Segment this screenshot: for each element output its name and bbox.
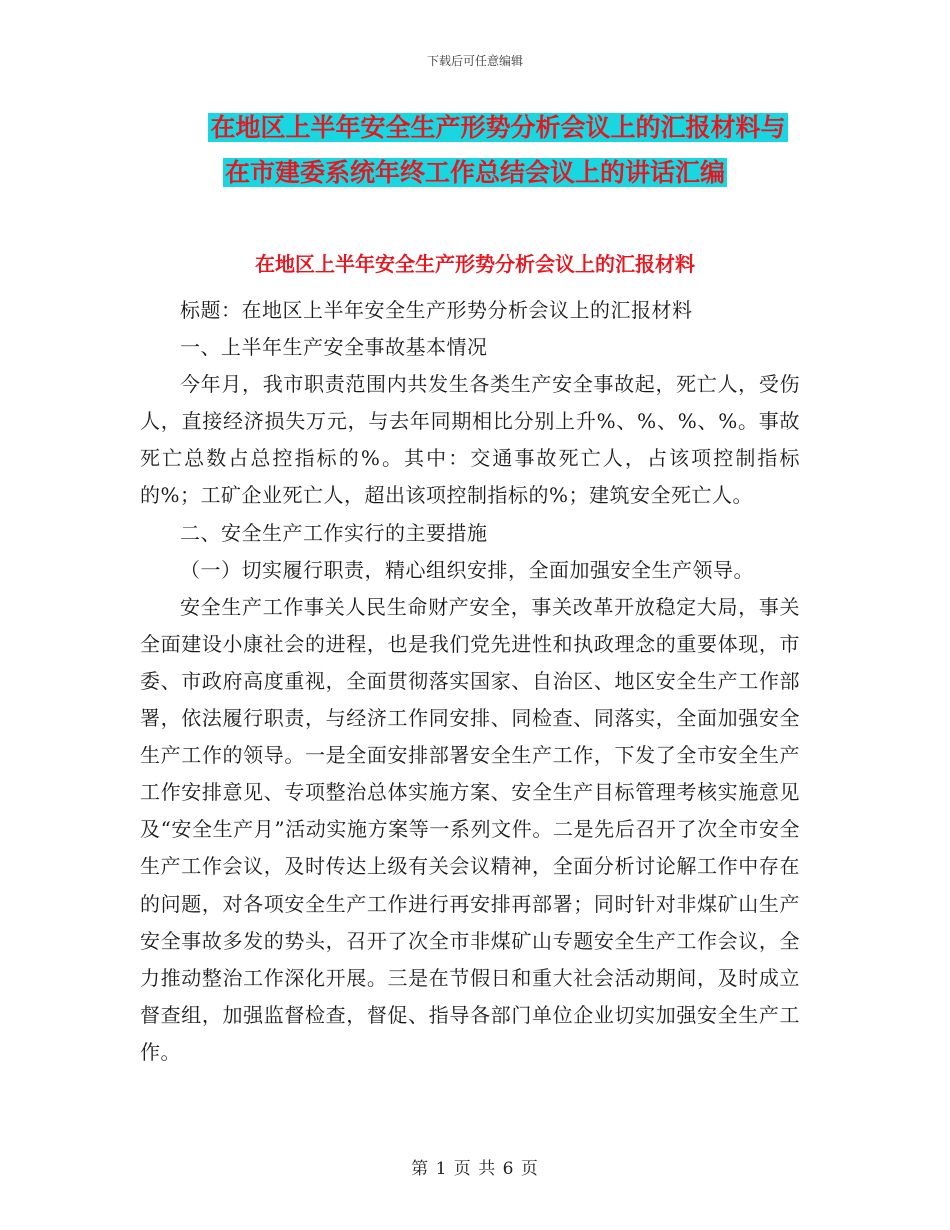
page-header-note: 下载后可任意编辑	[426, 54, 523, 68]
heading-part-one: 一、上半年生产安全事故基本情况	[180, 335, 488, 360]
paragraph-accident-overview: 今年月，我市职责范围内共发生各类生产安全事故起，死亡人，受伤人，直接经济损失万元，与去年同期相比分别上升%、%、%、%。事故死亡总数占总控指标的%。其中：交通事故死亡人，占该项控制指标的%；工矿企业死亡人，超出该项控制指标的%；建筑安全死亡人。	[140, 372, 800, 508]
section-title: 在地区上半年安全生产形势分析会议上的汇报材料	[255, 252, 695, 276]
document-body	[140, 292, 800, 1071]
document-title-line-2-text: 在市建委系统年终工作总结会议上的讲话汇编	[224, 158, 725, 187]
paragraph-measures: 安全生产工作事关人民生命财产安全，事关改革开放稳定大局，事关全面建设小康社会的进程，也是我们党先进性和执政理念的重要体现，市委、市政府高度重视，全面贯彻落实国家、自治区、地区安全生产工作部署，依法履行职责，与经济工作同安排、同检查、同落实，全面加强安全生产工作的领导。一是全面安排部署安全生产工作，下发了全市安全生产工作安排意见、专项整治总体实施方案、安全生产目标管理考核实施意见及“安全生产月”活动实施方案等一系列文件。二是先后召开了次全市安全生产工作会议，及时传达上级有关会议精神，全面分析讨论解工作中存在的问题，对各项安全生产工作进行再安排再部署；同时针对非煤矿山生产安全事故多发的势头，召开了次全市非煤矿山专题安全生产工作会议，全力推动整治工作深化开展。三是在节假日和重大社会活动期间，及时成立督查组，加强监督检查，督促、指导各部门单位企业切实加强安全生产工作。	[140, 594, 800, 1064]
paragraph-subject: 标题：在地区上半年安全生产形势分析会议上的汇报材料	[180, 298, 693, 322]
document-title-line-1	[0, 108, 950, 148]
page-number: 第 1 页 共 6 页	[411, 1159, 539, 1179]
heading-part-two: 二、安全生产工作实行的主要措施	[180, 520, 488, 545]
document-title-line-1-text: 在地区上半年安全生产形势分析会议上的汇报材料与	[210, 113, 786, 142]
document-title-line-2	[0, 153, 950, 193]
heading-subsection-one: （一）切实履行职责，精心组织安排，全面加强安全生产领导。	[180, 557, 754, 582]
